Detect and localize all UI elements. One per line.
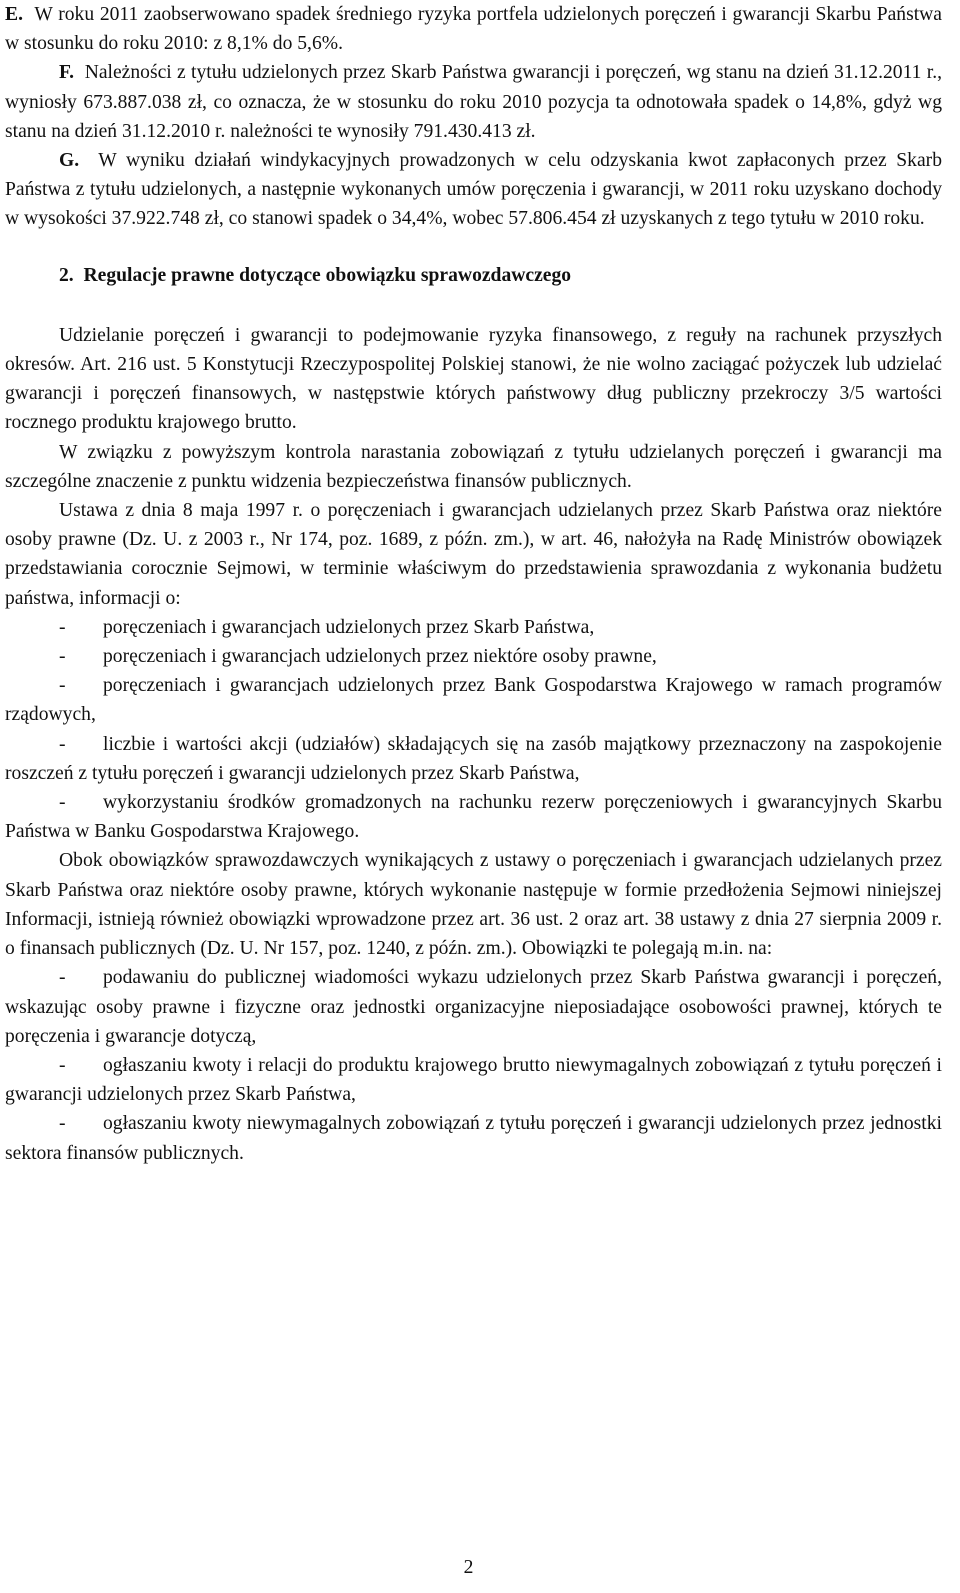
section-heading <box>5 261 942 290</box>
item-letter: F. <box>59 62 75 84</box>
dash-marker: - <box>59 1054 66 1076</box>
page-number: 2 <box>463 1557 474 1578</box>
list-item: - poręczeniach i gwarancjach udzielonych przez Bank Gospodarstwa Krajowego w ramach programów rządowych, <box>5 671 942 729</box>
dash-marker: - <box>59 967 66 989</box>
item-text: W roku 2011 zaobserwowano spadek średniego ryzyka portfela udzielonych poręczeń i gwarancji Skarbu Państwa w stosunku do roku 2010: z 8,1% do 5,6%. <box>5 4 943 55</box>
item-letter: E. <box>5 4 23 25</box>
item-f <box>5 58 942 146</box>
list-item: - wykorzystaniu środków gromadzonych na rachunku rezerw poręczeniowych i gwarancyjnych Skarbu Państwa w Banku Gospodarstwa Krajowego. <box>5 788 942 846</box>
paragraph-2: W związku z powyższym kontrola narastania zobowiązań z tytułu udzielanych poręczeń i gwarancji ma szczególne znaczenie z punktu widzenia bezpieczeństwa finansów publicznych. <box>5 441 942 492</box>
dash-marker: - <box>59 792 66 814</box>
section-number: 2. <box>59 264 74 286</box>
list-item: - liczbie i wartości akcji (udziałów) składających się na zasób majątkowy przeznaczony na zaspokojenie roszczeń z tytułu poręczeń i gwarancji udzielonych przez Skarb Państwa, <box>5 730 942 788</box>
list-item: - ogłaszaniu kwoty i relacji do produktu krajowego brutto niewymagalnych zobowiązań z tytułu poręczeń i gwarancji udzielonych przez Skarb Państwa, <box>5 1051 942 1109</box>
list-item: - podawaniu do publicznej wiadomości wykazu udzielonych przez Skarb Państwa gwarancji i poręczeń, wskazując osoby prawne i fizyczne oraz jednostki organizacyjne nieposiadające osobowości prawnej, których te poręczenia i gwarancje dotyczą, <box>5 963 942 1051</box>
paragraph-3: Ustawa z dnia 8 maja 1997 r. o poręczeniach i gwarancjach udzielanych przez Skarb Państwa oraz niektóre osoby prawne (Dz. U. z 2003 r., Nr 174, poz. 1689, z późn. zm.), w art. 46, nałożyła na Radę Ministrów obowiązek przedstawiania corocznie Sejmowi, w terminie właściwym do przedstawienia sprawozdania z wykonania budżetu państwa, informacji o: <box>5 500 942 609</box>
item-e <box>5 0 942 58</box>
item-text: W wyniku działań windykacyjnych prowadzonych w celu odzyskania kwot zapłaconych przez Skarb Państwa z tytułu udzielonych, a następnie wykonanych umów poręczenia i gwarancji, w 2011 roku uzyskano dochody w wysokości 37.922.748 zł, co stanowi spadek o 34,4%, wobec 57.806.454 zł uzyskanych z tego tytułu w 2010 roku. <box>5 150 943 230</box>
list-item: - poręczeniach i gwarancjach udzielonych przez niektóre osoby prawne, <box>5 642 942 671</box>
dash-marker: - <box>59 1113 66 1135</box>
dash-marker: - <box>59 675 66 697</box>
paragraph-4: Obok obowiązków sprawozdawczych wynikających z ustawy o poręczeniach i gwarancjach udzielanych przez Skarb Państwa oraz niektóre osoby prawne, których wykonanie następuje w formie przedłożenia Sejmowi niniejszej Informacji, istnieją również obowiązki wprowadzone przez art. 36 ust. 2 oraz art. 38 ustawy z dnia 27 sierpnia 2009 r. o finansach publicznych (Dz. U. Nr 157, poz. 1240, z późn. zm.). Obowiązki te polegają m.in. na: <box>5 850 942 960</box>
section-title: Regulacje prawne dotyczące obowiązku sprawozdawczego <box>83 264 572 286</box>
spacer <box>5 290 942 321</box>
spacer <box>5 234 942 261</box>
dash-marker: - <box>59 733 66 755</box>
list-item: - ogłaszaniu kwoty niewymagalnych zobowiązań z tytułu poręczeń i gwarancji udzielonych przez jednostki sektora finansów publicznych. <box>5 1109 942 1167</box>
document-page <box>5 0 942 1168</box>
paragraph-1: Udzielanie poręczeń i gwarancji to podejmowanie ryzyka finansowego, z reguły na rachunek przyszłych okresów. Art. 216 ust. 5 Konstytucji Rzeczypospolitej Polskiej stanowi, że nie wolno zaciągać pożyczek lub udzielać gwarancji i poręczeń finansowych, w następstwie których państwowy dług publiczny przekroczy 3/5 wartości rocznego produktu krajowego brutto. <box>5 324 942 434</box>
dash-marker: - <box>59 646 66 668</box>
dash-marker: - <box>59 616 66 638</box>
item-letter: G. <box>59 150 80 172</box>
item-text: Należności z tytułu udzielonych przez Skarb Państwa gwarancji i poręczeń, wg stanu na dzień 31.12.2011 r., wyniosły 673.887.038 zł, co oznacza, że w stosunku do roku 2010 pozycja ta odnotowała spadek o 14,8%, gdyż wg stanu na dzień 31.12.2010 r. należności te wynosiły 791.430.413 zł. <box>5 62 943 142</box>
list-item: - poręczeniach i gwarancjach udzielonych przez Skarb Państwa, <box>5 613 942 642</box>
item-g <box>5 146 942 234</box>
